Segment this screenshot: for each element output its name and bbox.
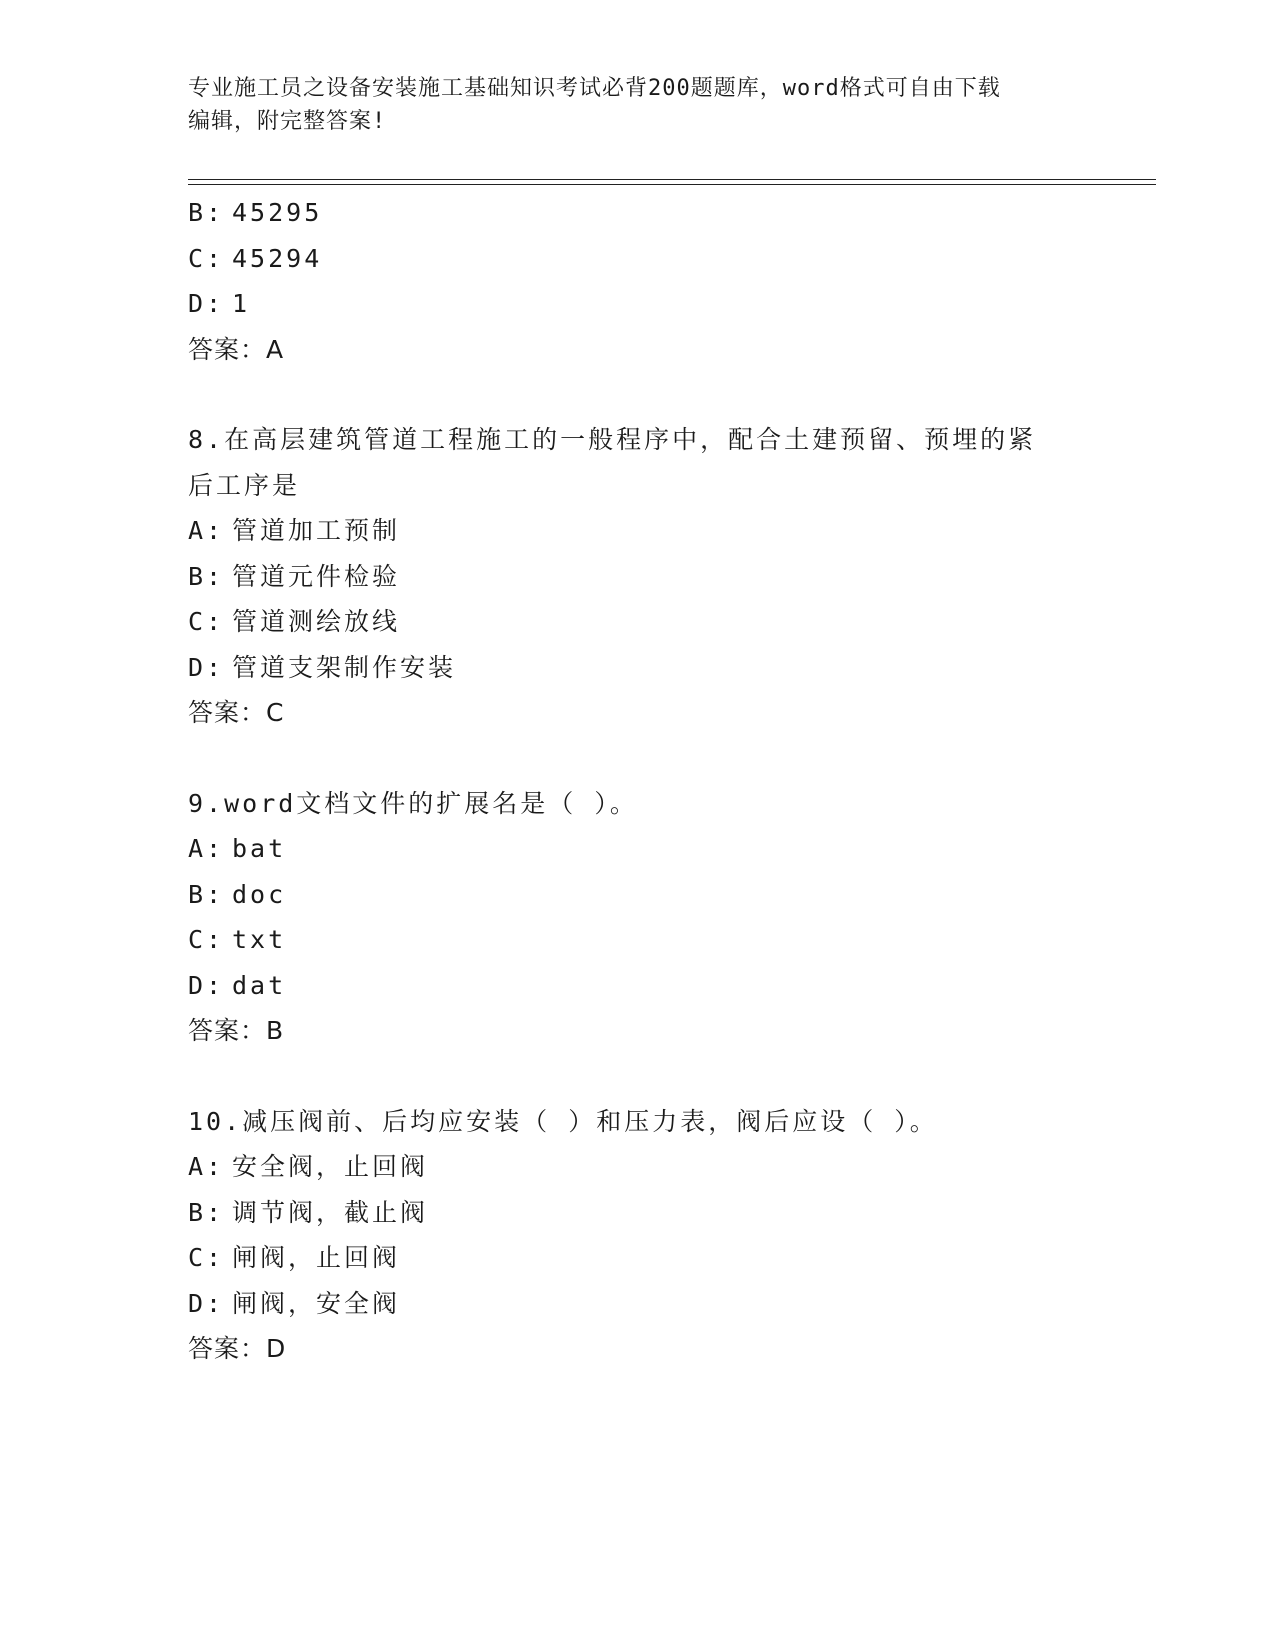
spacer: [188, 736, 1088, 781]
header-title-line1: 专业施工员之设备安装施工基础知识考试必背200题题库，word格式可自由下载: [188, 76, 1001, 101]
header-divider-top: [188, 179, 1156, 180]
option-d: D: 闸阀，安全阀: [188, 1288, 401, 1318]
option-b: B: 调节阀，截止阀: [188, 1197, 429, 1227]
question-8: [188, 417, 1088, 736]
question-7-continued: [188, 190, 1088, 372]
answer-line: 答案：A: [188, 334, 285, 364]
option-c: C: 管道测绘放线: [188, 607, 401, 636]
option-d: D: dat: [188, 970, 287, 1000]
question-10: [188, 1099, 1088, 1372]
answer-line: 答案：B: [188, 1016, 285, 1045]
option-b: B: 45295: [188, 198, 323, 227]
option-a: A: 安全阀，止回阀: [188, 1152, 429, 1181]
option-b: B: 管道元件检验: [188, 561, 401, 591]
question-list: [188, 190, 1088, 1372]
option-a: A: 管道加工预制: [188, 516, 401, 545]
question-9: [188, 781, 1088, 1054]
answer-line: 答案：D: [188, 1334, 287, 1363]
option-d: D: 1: [188, 289, 251, 318]
question-stem-line1: 9.word文档文件的扩展名是（ ）。: [188, 788, 638, 818]
answer-line: 答案：C: [188, 698, 285, 727]
option-a: A: bat: [188, 834, 287, 863]
option-c: C: 闸阀，止回阀: [188, 1243, 401, 1272]
option-c: C: 45294: [188, 243, 323, 273]
option-c: C: txt: [188, 925, 287, 954]
option-b: B: doc: [188, 879, 287, 909]
spacer: [188, 372, 1088, 417]
spacer: [188, 1054, 1088, 1099]
question-stem-line2: 后工序是: [188, 470, 301, 500]
document-header: [188, 72, 1068, 138]
question-stem-line1: 10.减压阀前、后均应安装（ ）和压力表，阀后应设（ ）。: [188, 1106, 938, 1136]
header-divider-bottom: [188, 184, 1156, 185]
header-title-line2: 编辑，附完整答案!: [188, 109, 387, 134]
question-stem-line1: 8.在高层建筑管道工程施工的一般程序中，配合土建预留、预埋的紧: [188, 425, 1037, 454]
option-d: D: 管道支架制作安装: [188, 652, 457, 682]
